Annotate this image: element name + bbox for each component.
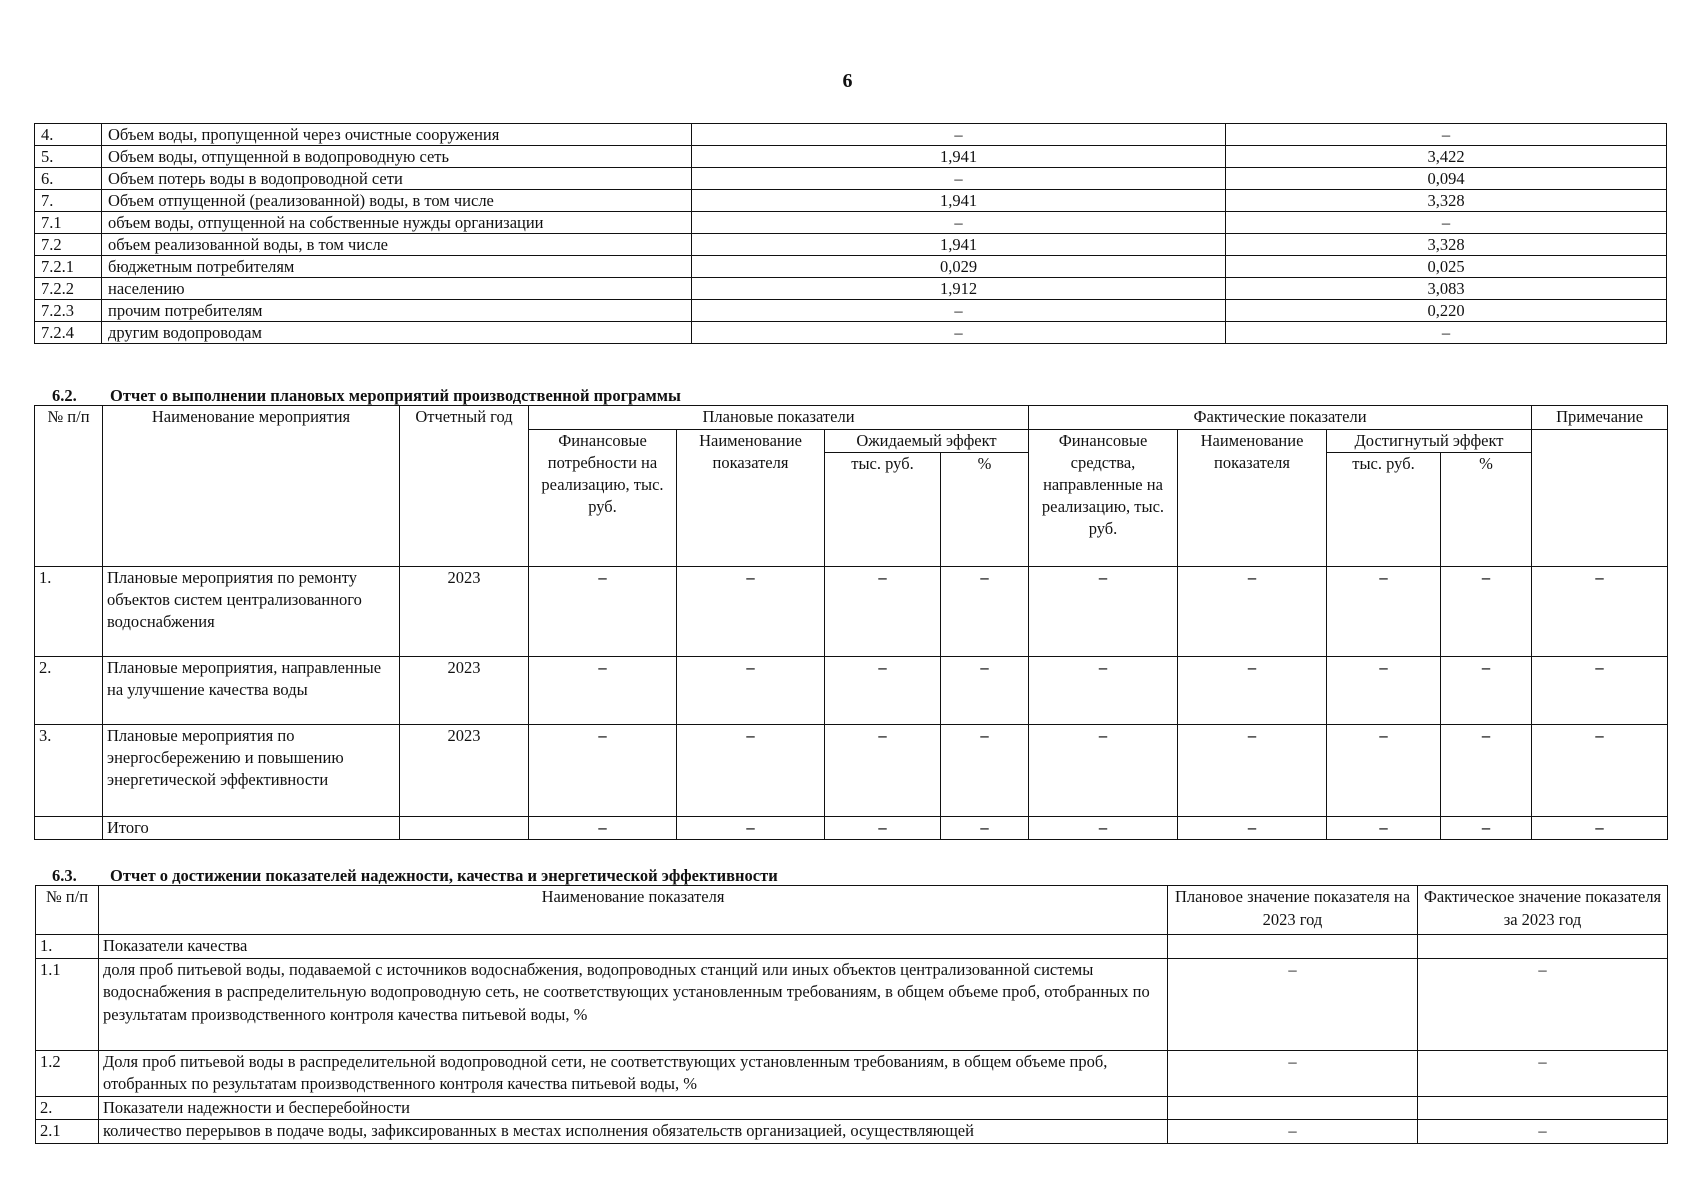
cell-value: – <box>1327 817 1441 840</box>
cell-value: – <box>1532 725 1668 817</box>
header-thous-rub: тыс. руб. <box>1327 453 1441 567</box>
header-num: № п/п <box>36 886 99 935</box>
row-name: Доля проб питьевой воды в распределительной водопроводной сети, не соответствующих установленным требованиям, в общем объеме проб, отобранных по результатам производственного контроля качества питьевой воды, % <box>99 1050 1168 1096</box>
fact-value: 3,083 <box>1226 278 1667 300</box>
table-row <box>35 146 1667 168</box>
fact-value: 3,422 <box>1226 146 1667 168</box>
measures-table <box>34 405 1668 840</box>
row-number: 1. <box>36 935 99 959</box>
header-row <box>35 406 1668 430</box>
cell-value: – <box>825 567 941 657</box>
total-row <box>35 817 1668 840</box>
page-number: 6 <box>842 70 853 92</box>
row-number: 6. <box>35 168 102 190</box>
header-fin-funds: Финансовые средства, направленные на реализацию, тыс. руб. <box>1029 430 1178 567</box>
row-name: бюджетным потребителям <box>102 256 692 278</box>
row-name: Показатели качества <box>99 935 1168 959</box>
header-row <box>36 886 1668 935</box>
row-name: другим водопроводам <box>102 322 692 344</box>
cell-value: – <box>1441 817 1532 840</box>
volume-table <box>34 123 1667 344</box>
header-fin-needs: Финансовые потребности на реализацию, тыс. руб. <box>529 430 677 567</box>
cell-value: – <box>677 657 825 725</box>
cell-value: – <box>941 725 1029 817</box>
table-row <box>35 234 1667 256</box>
cell-value: – <box>1178 567 1327 657</box>
cell-value: – <box>1532 657 1668 725</box>
row-name: Объем отпущенной (реализованной) воды, в том числе <box>102 190 692 212</box>
row-number: 7. <box>35 190 102 212</box>
plan-value: 1,941 <box>692 234 1226 256</box>
table-row <box>36 1050 1668 1096</box>
header-plan: Плановое значение показателя на 2023 год <box>1168 886 1418 935</box>
row-number: 7.2.3 <box>35 300 102 322</box>
header-percent: % <box>941 453 1029 567</box>
fact-value <box>1418 1096 1668 1120</box>
cell-value: – <box>941 567 1029 657</box>
table-row <box>36 1120 1668 1144</box>
plan-value: – <box>692 168 1226 190</box>
plan-value <box>1168 1096 1418 1120</box>
cell-value: – <box>529 725 677 817</box>
cell-value: – <box>677 725 825 817</box>
row-number: 1. <box>35 567 103 657</box>
fact-value: – <box>1418 958 1668 1050</box>
header-year: Отчетный год <box>400 406 529 567</box>
plan-value: 0,029 <box>692 256 1226 278</box>
indicators-table <box>35 885 1668 1144</box>
table-row <box>35 256 1667 278</box>
cell-value: – <box>529 567 677 657</box>
header-thous-rub: тыс. руб. <box>825 453 941 567</box>
table-row <box>35 657 1668 725</box>
cell-value: – <box>677 567 825 657</box>
plan-value: 1,912 <box>692 278 1226 300</box>
plan-value: – <box>692 212 1226 234</box>
row-number <box>35 817 103 840</box>
cell-value: – <box>825 817 941 840</box>
row-name: объем реализованной воды, в том числе <box>102 234 692 256</box>
header-note: Примечание <box>1532 406 1668 430</box>
cell-value: – <box>529 817 677 840</box>
section-heading-6-3 <box>52 866 778 886</box>
row-number: 2.1 <box>36 1120 99 1144</box>
cell-value: – <box>1327 567 1441 657</box>
row-name: объем воды, отпущенной на собственные нужды организации <box>102 212 692 234</box>
row-number: 2. <box>35 657 103 725</box>
table-row <box>36 958 1668 1050</box>
header-percent: % <box>1441 453 1532 567</box>
fact-value: – <box>1226 322 1667 344</box>
row-name: Плановые мероприятия, направленные на улучшение качества воды <box>103 657 400 725</box>
row-number: 1.1 <box>36 958 99 1050</box>
row-year: 2023 <box>400 725 529 817</box>
table-row <box>36 1096 1668 1120</box>
fact-value: 0,025 <box>1226 256 1667 278</box>
cell-value: – <box>1441 725 1532 817</box>
plan-value: – <box>692 300 1226 322</box>
row-number: 7.1 <box>35 212 102 234</box>
row-number: 5. <box>35 146 102 168</box>
section-title: Отчет о выполнении плановых мероприятий производственной программы <box>110 386 681 405</box>
cell-value: – <box>1178 817 1327 840</box>
plan-value: – <box>692 124 1226 146</box>
row-name: прочим потребителям <box>102 300 692 322</box>
row-number: 7.2.1 <box>35 256 102 278</box>
fact-value <box>1418 935 1668 959</box>
total-label: Итого <box>103 817 400 840</box>
row-name: Плановые мероприятия по энергосбережению и повышению энергетической эффективности <box>103 725 400 817</box>
header-expected-effect: Ожидаемый эффект <box>825 430 1029 453</box>
row-name: Объем воды, отпущенной в водопроводную сеть <box>102 146 692 168</box>
row-number: 7.2.4 <box>35 322 102 344</box>
table-row <box>35 322 1667 344</box>
row-number: 7.2.2 <box>35 278 102 300</box>
table-row <box>35 300 1667 322</box>
fact-value: 0,094 <box>1226 168 1667 190</box>
cell-value: – <box>677 817 825 840</box>
header-indicator-name: Наименование показателя <box>677 430 825 567</box>
row-name: Плановые мероприятия по ремонту объектов систем централизованного водоснабжения <box>103 567 400 657</box>
cell-value: – <box>529 657 677 725</box>
row-year: 2023 <box>400 657 529 725</box>
row-year <box>400 817 529 840</box>
row-number: 3. <box>35 725 103 817</box>
section-number: 6.3. <box>52 866 77 885</box>
row-name: Объем потерь воды в водопроводной сети <box>102 168 692 190</box>
cell-value: – <box>825 657 941 725</box>
plan-value: – <box>692 322 1226 344</box>
row-name: Показатели надежности и бесперебойности <box>99 1096 1168 1120</box>
header-actual: Фактические показатели <box>1029 406 1532 430</box>
cell-value: – <box>1029 657 1178 725</box>
header-achieved-effect: Достигнутый эффект <box>1327 430 1532 453</box>
fact-value: 0,220 <box>1226 300 1667 322</box>
fact-value: 3,328 <box>1226 234 1667 256</box>
table-row <box>35 725 1668 817</box>
table-row <box>35 168 1667 190</box>
plan-value: – <box>1168 958 1418 1050</box>
header-fact: Фактическое значение показателя за 2023 год <box>1418 886 1668 935</box>
cell-value: – <box>1327 657 1441 725</box>
cell-value: – <box>1441 657 1532 725</box>
cell-value: – <box>1327 725 1441 817</box>
fact-value: – <box>1418 1120 1668 1144</box>
header-planned: Плановые показатели <box>529 406 1029 430</box>
row-name: количество перерывов в подаче воды, зафиксированных в местах исполнения обязательств организацией, осуществляющей <box>99 1120 1168 1144</box>
cell-value: – <box>1178 725 1327 817</box>
row-year: 2023 <box>400 567 529 657</box>
plan-value: 1,941 <box>692 146 1226 168</box>
cell-value: – <box>941 657 1029 725</box>
fact-value: – <box>1418 1050 1668 1096</box>
header-num: № п/п <box>35 406 103 567</box>
header-note-empty <box>1532 430 1668 567</box>
row-name: Объем воды, пропущенной через очистные сооружения <box>102 124 692 146</box>
table-row <box>35 567 1668 657</box>
table-row <box>35 190 1667 212</box>
cell-value: – <box>1029 567 1178 657</box>
fact-value: – <box>1226 124 1667 146</box>
table-row <box>35 124 1667 146</box>
row-name: населению <box>102 278 692 300</box>
table-row <box>35 212 1667 234</box>
header-name: Наименование мероприятия <box>103 406 400 567</box>
fact-value: 3,328 <box>1226 190 1667 212</box>
cell-value: – <box>1178 657 1327 725</box>
row-number: 4. <box>35 124 102 146</box>
row-number: 7.2 <box>35 234 102 256</box>
fact-value: – <box>1226 212 1667 234</box>
table-row <box>35 278 1667 300</box>
cell-value: – <box>1029 817 1178 840</box>
cell-value: – <box>941 817 1029 840</box>
header-indicator-name: Наименование показателя <box>1178 430 1327 567</box>
section-title: Отчет о достижении показателей надежности, качества и энергетической эффективности <box>110 866 778 885</box>
cell-value: – <box>1532 817 1668 840</box>
row-number: 1.2 <box>36 1050 99 1096</box>
plan-value: – <box>1168 1050 1418 1096</box>
cell-value: – <box>1532 567 1668 657</box>
section-heading-6-2 <box>52 386 681 406</box>
plan-value: 1,941 <box>692 190 1226 212</box>
cell-value: – <box>1029 725 1178 817</box>
cell-value: – <box>1441 567 1532 657</box>
row-name: доля проб питьевой воды, подаваемой с источников водоснабжения, водопроводных станций или иных объектов централизованной системы водоснабжения в распределительную водопроводную сеть, не соответствующих установленным требованиям, в общем объеме проб, отобранных по результатам производственного контроля качества питьевой воды, % <box>99 958 1168 1050</box>
plan-value <box>1168 935 1418 959</box>
table-row <box>36 935 1668 959</box>
header-name: Наименование показателя <box>99 886 1168 935</box>
cell-value: – <box>825 725 941 817</box>
section-number: 6.2. <box>52 386 77 405</box>
row-number: 2. <box>36 1096 99 1120</box>
plan-value: – <box>1168 1120 1418 1144</box>
